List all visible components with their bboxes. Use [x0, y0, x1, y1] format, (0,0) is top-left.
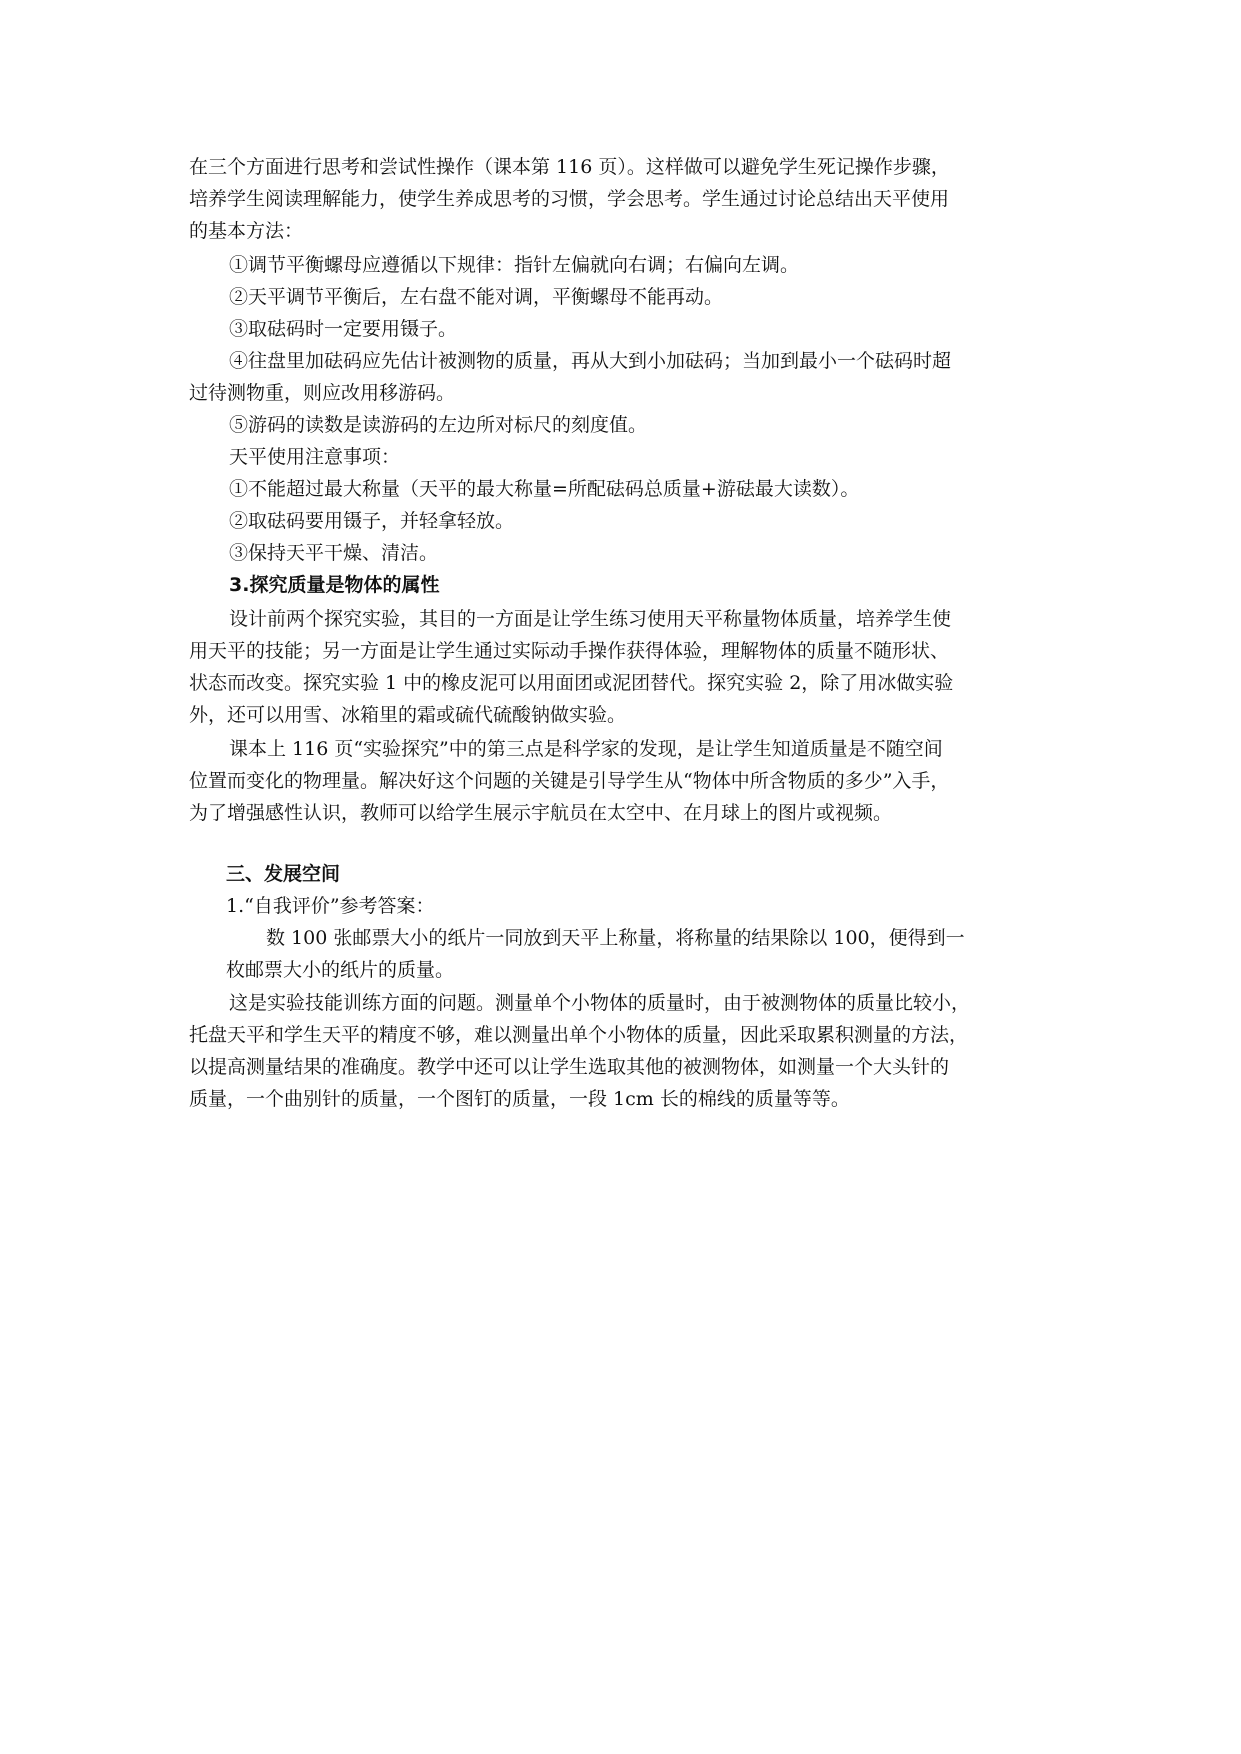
development-heading: 三、发展空间: [226, 863, 341, 885]
development-section: [189, 858, 1051, 986]
notes-heading: 天平使用注意事项：: [229, 446, 401, 468]
note-item-1: ①不能超过最大称量（天平的最大称量=所配砝码总质量+游砝最大读数）。: [229, 478, 860, 500]
method-item-2: ②天平调节平衡后，左右盘不能对调，平衡螺母不能再动。: [229, 286, 724, 308]
section-3-heading: 3.探究质量是物体的属性: [229, 574, 440, 596]
self-evaluation-heading: 1.“自我评价”参考答案：: [226, 895, 435, 917]
development-explanation: [189, 987, 1051, 1115]
method-item-4-line-1: ④往盘里加砝码应先估计被测物的质量，再从大到小加砝码；当加到最小一个砝码时超: [229, 350, 952, 372]
note-item-2: ②取砝码要用镊子，并轻拿轻放。: [229, 510, 515, 532]
intro-paragraph: [189, 151, 1051, 247]
method-item-5: ⑤游码的读数是读游码的左边所对标尺的刻度值。: [229, 414, 648, 436]
text-line: 托盘天平和学生天平的精度不够，难以测量出单个小物体的质量，因此采取累积测量的方法，: [189, 1024, 969, 1046]
text-line: 为了增强感性认识，教师可以给学生展示宇航员在太空中、在月球上的图片或视频。: [189, 802, 893, 824]
method-item-1: ①调节平衡螺母应遵循以下规律：指针左偏就向右调；右偏向左调。: [229, 254, 800, 276]
answer-line-1: 数 100 张邮票大小的纸片一同放到天平上称量，将称量的结果除以 100，便得到一: [266, 927, 965, 949]
section-3-paragraph-1: [189, 603, 1051, 731]
methods-list: [189, 249, 1051, 601]
text-line: 以提高测量结果的准确度。教学中还可以让学生选取其他的被测物体，如测量一个大头针的: [189, 1056, 950, 1078]
section-3-paragraph-2: [189, 733, 1051, 829]
text-line: 设计前两个探究实验，其目的一方面是让学生练习使用天平称量物体质量，培养学生使: [229, 608, 952, 630]
text-line: 在三个方面进行思考和尝试性操作（课本第 116 页）。这样做可以避免学生死记操作步骤，: [189, 156, 950, 178]
method-item-4-line-2: 过待测物重，则应改用移游码。: [189, 382, 456, 404]
text-line: 这是实验技能训练方面的问题。测量单个小物体的质量时，由于被测物体的质量比较小，: [229, 992, 971, 1014]
text-line: 的基本方法：: [189, 220, 304, 242]
text-line: 状态而改变。探究实验 1 中的橡皮泥可以用面团或泥团替代。探究实验 2，除了用冰做实验: [189, 672, 954, 694]
text-line: 质量，一个曲别针的质量，一个图钉的质量，一段 1cm 长的棉线的质量等等。: [189, 1088, 850, 1110]
note-item-3: ③保持天平干燥、清洁。: [229, 542, 439, 564]
text-line: 培养学生阅读理解能力，使学生养成思考的习惯，学会思考。学生通过讨论总结出天平使用: [189, 188, 950, 210]
text-line: 外，还可以用雪、冰箱里的霜或硫代硫酸钠做实验。: [189, 704, 627, 726]
text-line: 位置而变化的物理量。解决好这个问题的关键是引导学生从“物体中所含物质的多少”入手，: [189, 770, 950, 792]
text-line: 课本上 116 页“实验探究”中的第三点是科学家的发现，是让学生知道质量是不随空间: [229, 738, 943, 760]
answer-line-2: 枚邮票大小的纸片的质量。: [226, 959, 455, 981]
text-line: 用天平的技能；另一方面是让学生通过实际动手操作获得体验，理解物体的质量不随形状、: [189, 640, 950, 662]
method-item-3: ③取砝码时一定要用镊子。: [229, 318, 458, 340]
